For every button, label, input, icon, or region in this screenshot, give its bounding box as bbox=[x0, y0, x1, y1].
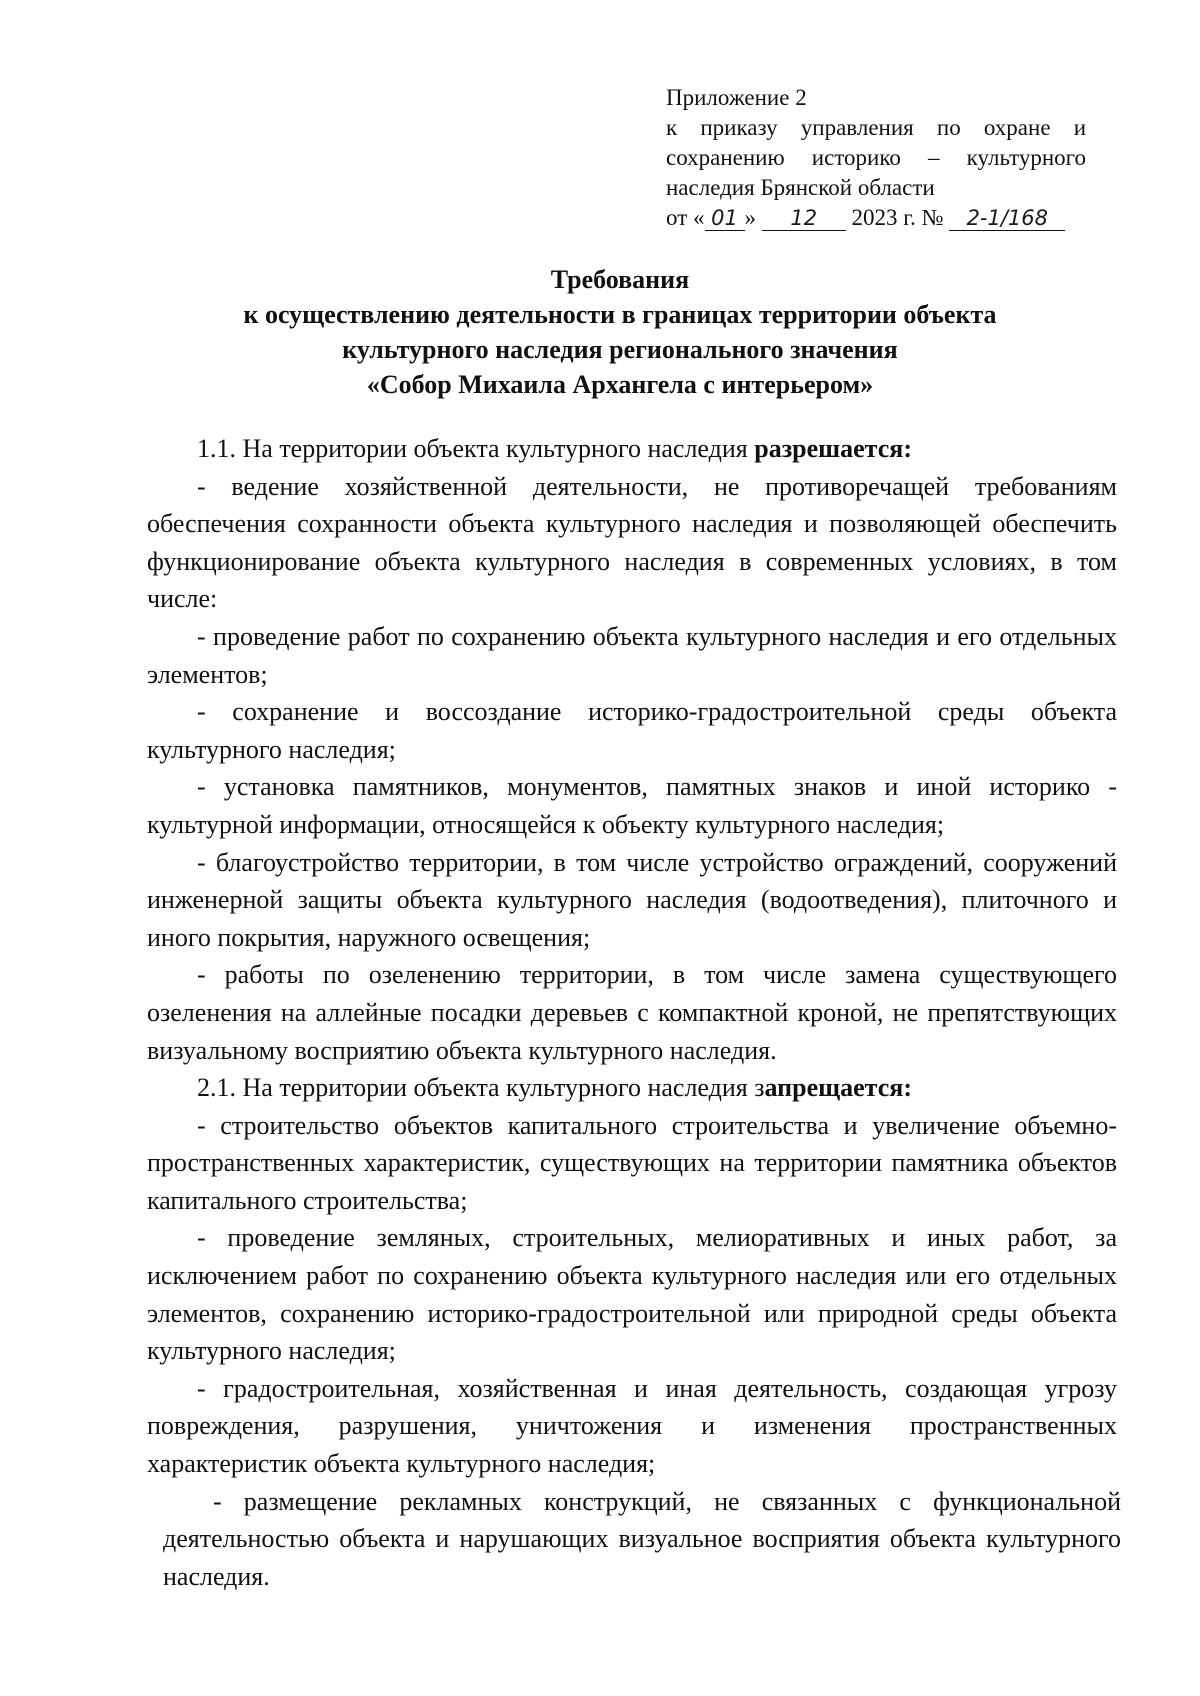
section-1-item: - сохранение и воссоздание историко-градостроительной среды объекта культурного наследия; bbox=[147, 697, 1117, 764]
section-2-item: - проведение земляных, строительных, мелиоративных и иных работ, за исключением работ по сохранению объекта культурного наследия или его отдельных элементов, сохранению историко-градостроительной или природной среды объекта культурного наследия; bbox=[147, 1223, 1117, 1366]
title-line-2: к осуществлению деятельности в границах территории объекта bbox=[243, 300, 997, 329]
title-line-4: «Собор Михаила Архангела с интерьером» bbox=[366, 370, 874, 399]
order-date-line bbox=[666, 203, 1086, 233]
appendix-line-2: сохранению историко – культурного bbox=[666, 145, 1086, 170]
section-2-item: - градостроительная, хозяйственная и иная деятельность, создающая угрозу повреждения, разрушения, уничтожения и изменения пространственных характеристик объекта культурного наследия; bbox=[147, 1373, 1117, 1479]
date-year: 2023 г. № bbox=[851, 205, 944, 230]
handwritten-order-number: 2-1/168 bbox=[949, 206, 1065, 231]
appendix-header bbox=[666, 83, 1086, 233]
document-title bbox=[140, 262, 1100, 402]
document-body bbox=[147, 430, 1121, 1595]
section-2-lead-text: 2.1. На территории объекта культурного наследия з bbox=[197, 1073, 765, 1103]
section-2-item: - строительство объектов капитального строительства и увеличение объемно-пространственных характеристик, существующих на территории памятника объектов капитального строительства; bbox=[147, 1110, 1117, 1215]
appendix-line-3: наследия Брянской области bbox=[666, 175, 935, 200]
section-1-lead bbox=[147, 430, 1117, 468]
section-1-lead-bold: разрешается: bbox=[754, 434, 913, 463]
section-1-item: - ведение хозяйственной деятельности, не противоречащей требованиям обеспечения сохранности объекта культурного наследия и позволяющей обеспечить функционирование объекта культурного наследия в современных условиях, в том числе: bbox=[147, 471, 1117, 614]
date-prefix: от « bbox=[666, 205, 705, 230]
section-1-item: - проведение работ по сохранению объекта культурного наследия и его отдельных элементов; bbox=[147, 621, 1117, 689]
section-2-lead-bold: апрещается: bbox=[764, 1073, 912, 1103]
date-close-quote: » bbox=[744, 205, 756, 230]
section-1-item: - работы по озеленению территории, в том числе замена существующего озеленения на аллейные посадки деревьев с компактной кроной, не препятствующих визуальному восприятию объекта культурного наследия. bbox=[147, 960, 1117, 1065]
section-1-item: - благоустройство территории, в том числе устройство ограждений, сооружений инженерной защиты объекта культурного наследия (водоотведения), плиточного и иного покрытия, наружного освещения; bbox=[147, 847, 1117, 952]
title-line-3: культурного наследия регионального значения bbox=[342, 335, 898, 364]
appendix-line-1: к приказу управления по охране и bbox=[666, 115, 1086, 140]
section-1-item: - установка памятников, монументов, памятных знаков и иной историко - культурной информации, относящейся к объекту культурного наследия; bbox=[147, 772, 1117, 839]
handwritten-month: 12 bbox=[762, 206, 846, 231]
section-2-lead bbox=[147, 1069, 1117, 1107]
section-2-item: - размещение рекламных конструкций, не связанных с функциональной деятельностью объекта и нарушающих визуальное восприятия объекта культурного наследия. bbox=[163, 1486, 1121, 1591]
section-1-lead-text: 1.1. На территории объекта культурного наследия bbox=[197, 434, 755, 463]
title-line-1: Требования bbox=[550, 265, 690, 294]
handwritten-day: 01 bbox=[705, 206, 745, 231]
appendix-title: Приложение 2 bbox=[666, 85, 807, 110]
